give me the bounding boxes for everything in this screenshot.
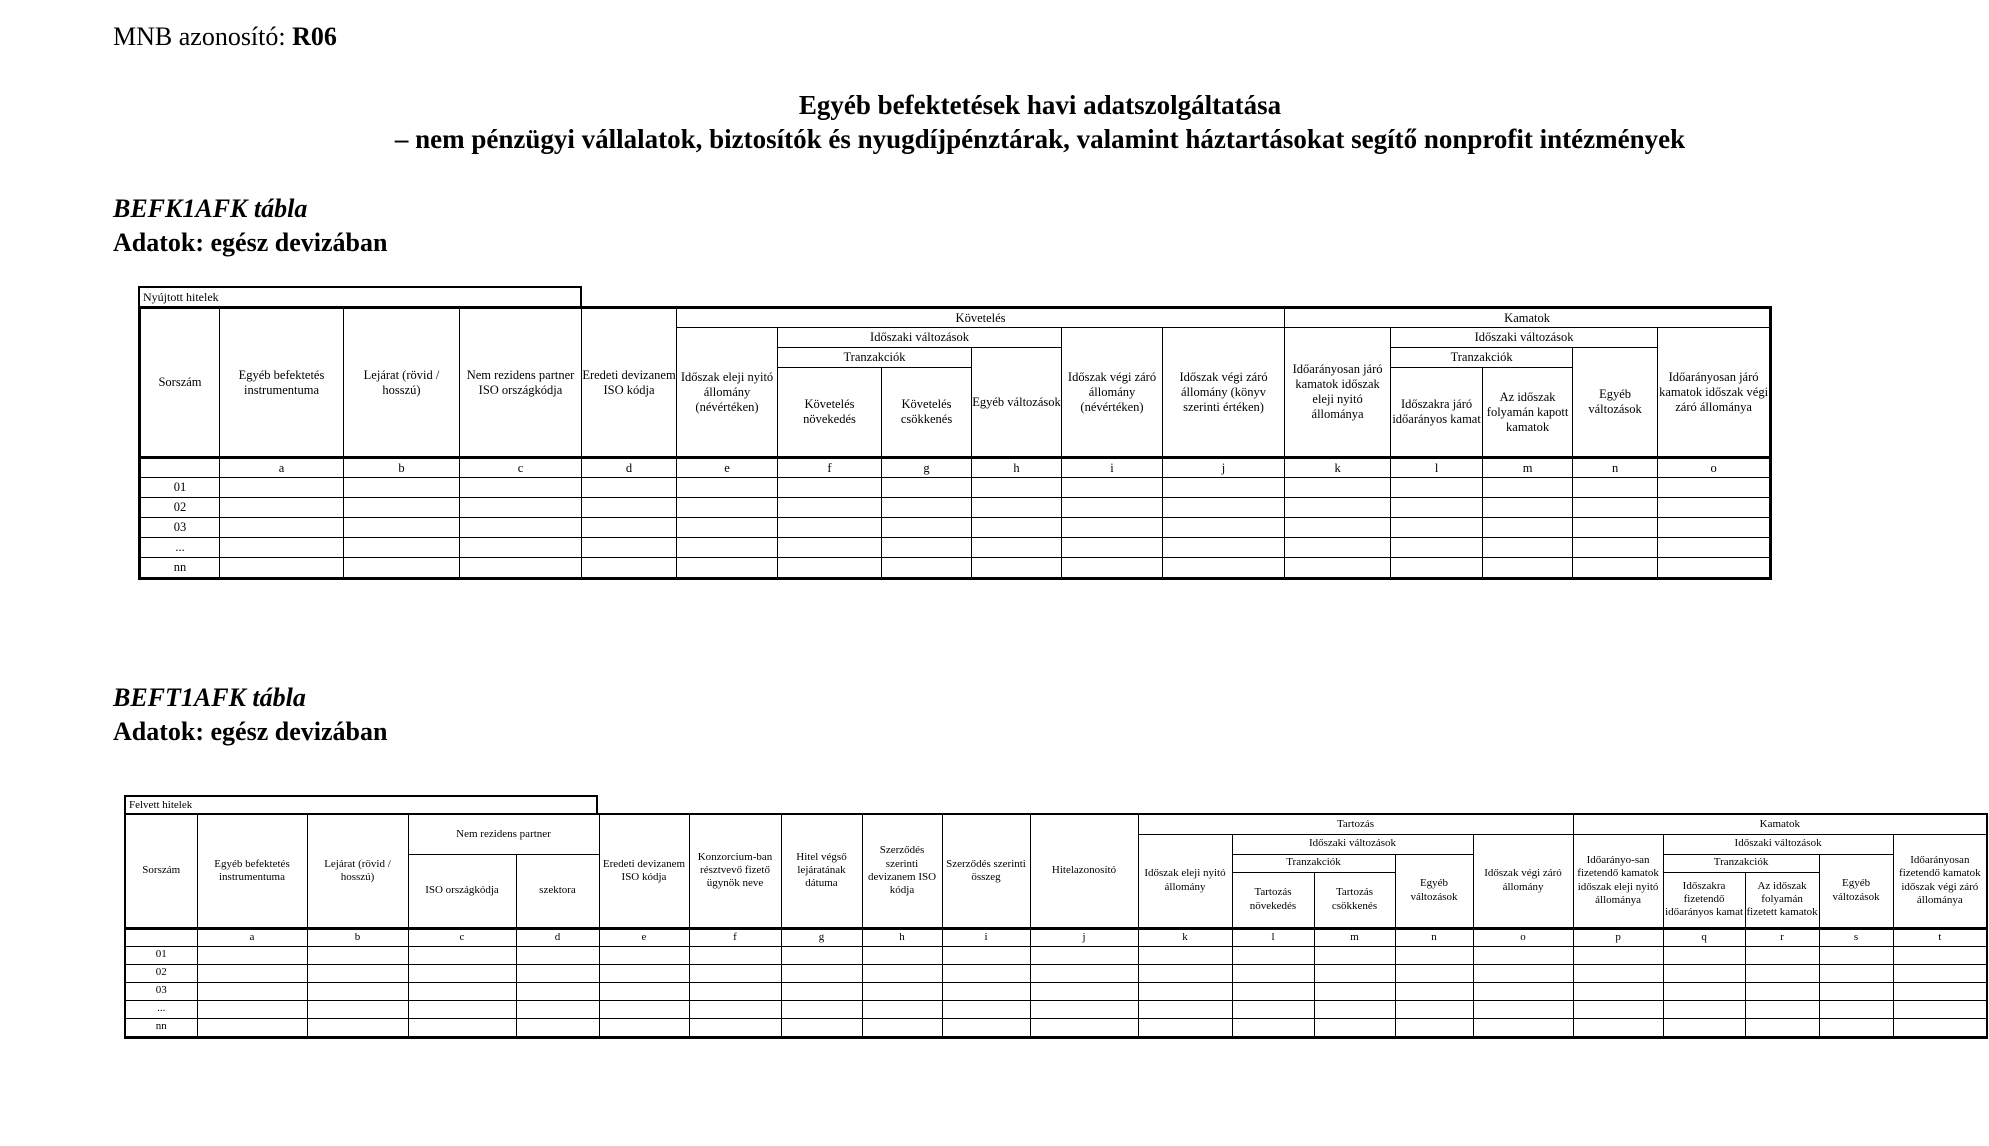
column-letter: d	[582, 458, 677, 478]
table-row	[125, 964, 1987, 982]
data-cell[interactable]	[1062, 558, 1163, 579]
t2-header-instrument: Egyéb befektetés instrumentuma	[197, 814, 307, 928]
data-cell[interactable]	[882, 558, 972, 579]
t1-header-kovetele: Követelés	[677, 308, 1285, 328]
data-cell[interactable]	[1473, 946, 1573, 964]
data-cell[interactable]	[1232, 946, 1314, 964]
data-cell[interactable]	[1163, 478, 1285, 498]
data-cell[interactable]	[1314, 1000, 1395, 1018]
column-letter: a	[197, 928, 307, 946]
data-cell[interactable]	[1391, 518, 1483, 538]
data-cell[interactable]	[1285, 478, 1391, 498]
document-title: Egyéb befektetések havi adatszolgáltatása	[798, 90, 1282, 120]
table-row	[140, 478, 1771, 498]
column-letter: m	[1314, 928, 1395, 946]
data-cell[interactable]	[781, 964, 862, 982]
column-letter: n	[1573, 458, 1658, 478]
table-row	[125, 982, 1987, 1000]
data-cell[interactable]	[582, 538, 677, 558]
data-cell[interactable]	[1232, 1000, 1314, 1018]
data-cell[interactable]	[1893, 1000, 1987, 1018]
t2-header-currency: Eredeti devizanem ISO kódja	[599, 814, 689, 928]
data-cell[interactable]	[1893, 946, 1987, 964]
data-cell[interactable]	[307, 964, 408, 982]
data-cell[interactable]	[1473, 964, 1573, 982]
data-cell[interactable]	[220, 518, 344, 538]
data-cell[interactable]	[972, 518, 1062, 538]
data-cell[interactable]	[1483, 558, 1573, 579]
data-cell[interactable]	[516, 982, 599, 1000]
t1-header-kov-open: Időszak eleji nyitó állomány (névértéken)	[677, 328, 778, 458]
t2-header-tar-dec: Tartozás csökkenés	[1314, 872, 1395, 928]
table-row	[140, 558, 1771, 579]
data-cell[interactable]	[1314, 982, 1395, 1000]
data-cell[interactable]	[1573, 538, 1658, 558]
data-cell[interactable]	[677, 558, 778, 579]
column-letter: j	[1163, 458, 1285, 478]
data-cell[interactable]	[942, 982, 1030, 1000]
data-cell[interactable]	[862, 964, 942, 982]
data-cell[interactable]	[1663, 1018, 1745, 1037]
data-cell[interactable]	[942, 964, 1030, 982]
column-letter-blank	[140, 458, 220, 478]
table-row	[140, 538, 1771, 558]
column-letter: b	[307, 928, 408, 946]
t1-header-kov-close-book: Időszak végi záró állomány (könyv szerinti értéken)	[1163, 328, 1285, 458]
data-cell[interactable]	[1232, 964, 1314, 982]
data-cell[interactable]	[1473, 1018, 1573, 1037]
t1-header-kam-tranz: Tranzakciók	[1391, 348, 1573, 368]
t1-header-kov-inc: Követelés növekedés	[778, 368, 882, 458]
data-cell[interactable]	[1030, 1000, 1138, 1018]
mnb-identifier	[113, 22, 337, 52]
data-cell[interactable]	[1663, 1000, 1745, 1018]
column-letter: f	[689, 928, 781, 946]
t1-header-kov-other: Egyéb változások	[972, 348, 1062, 458]
data-cell[interactable]	[677, 478, 778, 498]
row-number: 02	[125, 964, 197, 982]
row-number: 03	[125, 982, 197, 1000]
data-cell[interactable]	[344, 518, 460, 538]
column-letter: n	[1395, 928, 1473, 946]
row-number: nn	[140, 558, 220, 579]
data-cell[interactable]	[1138, 964, 1232, 982]
data-cell[interactable]	[1573, 1000, 1663, 1018]
column-letter: l	[1391, 458, 1483, 478]
data-cell[interactable]	[1138, 1018, 1232, 1037]
data-cell[interactable]	[942, 1018, 1030, 1037]
data-cell[interactable]	[1395, 964, 1473, 982]
column-letter: h	[862, 928, 942, 946]
t2-header-partner-sector: szektora	[516, 854, 599, 928]
data-cell[interactable]	[408, 946, 516, 964]
data-cell[interactable]	[307, 1000, 408, 1018]
column-letter: o	[1658, 458, 1771, 478]
t1-header-partner: Nem rezidens partner ISO országkódja	[460, 308, 582, 458]
row-number: ...	[125, 1000, 197, 1018]
data-cell[interactable]	[972, 538, 1062, 558]
data-cell[interactable]	[862, 1000, 942, 1018]
data-cell[interactable]	[516, 964, 599, 982]
data-cell[interactable]	[778, 538, 882, 558]
data-cell[interactable]	[1473, 1000, 1573, 1018]
data-cell[interactable]	[1030, 1018, 1138, 1037]
document-subtitle: – nem pénzügyi vállalatok, biztosítók és nyugdíjpénztárak, valamint háztartásokat segítő nonprofit intézmények	[394, 124, 1686, 154]
t2-header-tar-other: Egyéb változások	[1395, 854, 1473, 928]
data-cell[interactable]	[1745, 1018, 1819, 1037]
data-cell[interactable]	[408, 982, 516, 1000]
row-number: 03	[140, 518, 220, 538]
data-cell[interactable]	[677, 498, 778, 518]
t2-header-contract-currency: Szerződés szerinti devizanem ISO kódja	[862, 814, 942, 928]
data-cell[interactable]	[460, 498, 582, 518]
data-cell[interactable]	[1062, 498, 1163, 518]
t1-header-kam-close: Időarányosan járó kamatok időszak végi záró állománya	[1658, 328, 1771, 458]
t2-header-kamatok: Kamatok	[1573, 814, 1987, 834]
data-cell[interactable]	[408, 1000, 516, 1018]
table-row	[125, 1000, 1987, 1018]
data-cell[interactable]	[972, 558, 1062, 579]
data-cell[interactable]	[942, 1000, 1030, 1018]
row-number: nn	[125, 1018, 197, 1037]
table2-unit: Adatok: egész devizában	[113, 717, 388, 746]
data-cell[interactable]	[197, 982, 307, 1000]
column-letter: k	[1285, 458, 1391, 478]
data-cell[interactable]	[781, 1018, 862, 1037]
data-cell[interactable]	[599, 946, 689, 964]
t2-header-partner: Nem rezidens partner	[408, 814, 599, 854]
data-cell[interactable]	[1232, 1018, 1314, 1037]
data-cell[interactable]	[582, 518, 677, 538]
data-cell[interactable]	[220, 478, 344, 498]
column-letter: s	[1819, 928, 1893, 946]
table2-name: BEFT1AFK tábla	[113, 683, 306, 712]
data-cell[interactable]	[516, 1000, 599, 1018]
mnb-label: MNB azonosító:	[113, 22, 286, 51]
data-cell[interactable]	[1819, 946, 1893, 964]
data-cell[interactable]	[1285, 498, 1391, 518]
table1-grid	[138, 306, 1772, 580]
data-cell[interactable]	[599, 964, 689, 982]
t1-header-kov-close: Időszak végi záró állomány (névértéken)	[1062, 328, 1163, 458]
data-cell[interactable]	[1232, 982, 1314, 1000]
data-cell[interactable]	[1473, 982, 1573, 1000]
data-cell[interactable]	[689, 1018, 781, 1037]
t2-header-maturity: Hitel végső lejáratának dátuma	[781, 814, 862, 928]
data-cell[interactable]	[882, 518, 972, 538]
data-cell[interactable]	[582, 558, 677, 579]
data-cell[interactable]	[1573, 964, 1663, 982]
data-cell[interactable]	[781, 1000, 862, 1018]
data-cell[interactable]	[599, 1000, 689, 1018]
data-cell[interactable]	[1573, 1018, 1663, 1037]
data-cell[interactable]	[689, 964, 781, 982]
data-cell[interactable]	[460, 478, 582, 498]
t2-header-loan-id: Hitelazonosító	[1030, 814, 1138, 928]
t2-header-tar-open: Időszak eleji nyitó állomány	[1138, 834, 1232, 928]
data-cell[interactable]	[220, 538, 344, 558]
data-cell[interactable]	[1163, 538, 1285, 558]
data-cell[interactable]	[1062, 478, 1163, 498]
row-number: 01	[125, 946, 197, 964]
t2-header-kam-changes: Időszaki változások	[1663, 834, 1893, 854]
data-cell[interactable]	[460, 518, 582, 538]
data-cell[interactable]	[1395, 946, 1473, 964]
column-letter: c	[408, 928, 516, 946]
data-cell[interactable]	[689, 1000, 781, 1018]
data-cell[interactable]	[778, 478, 882, 498]
t2-header-kam-close: Időarányosan fizetendő kamatok időszak végi záró állománya	[1893, 834, 1987, 928]
data-cell[interactable]	[1573, 518, 1658, 538]
data-cell[interactable]	[942, 946, 1030, 964]
data-cell[interactable]	[677, 538, 778, 558]
t2-header-tar-changes: Időszaki változások	[1232, 834, 1473, 854]
data-cell[interactable]	[1030, 982, 1138, 1000]
t1-header-kov-changes: Időszaki változások	[778, 328, 1062, 348]
table1-name: BEFK1AFK tábla	[113, 194, 308, 223]
t1-header-kam-accrued: Időszakra járó időarányos kamat	[1391, 368, 1483, 458]
column-letter: g	[781, 928, 862, 946]
data-cell[interactable]	[778, 498, 882, 518]
t2-header-contract-amount: Szerződés szerinti összeg	[942, 814, 1030, 928]
t2-header-sorszam: Sorszám	[125, 814, 197, 928]
data-cell[interactable]	[197, 1000, 307, 1018]
data-cell[interactable]	[862, 1018, 942, 1037]
data-cell[interactable]	[1819, 1000, 1893, 1018]
table2-caption: Felvett hitelek	[124, 795, 598, 815]
table2-grid	[124, 813, 1988, 1039]
data-cell[interactable]	[1395, 982, 1473, 1000]
data-cell[interactable]	[1663, 982, 1745, 1000]
data-cell[interactable]	[677, 518, 778, 538]
data-cell[interactable]	[689, 982, 781, 1000]
t1-header-kam-other: Egyéb változások	[1573, 348, 1658, 458]
row-number: 01	[140, 478, 220, 498]
column-letter: b	[344, 458, 460, 478]
data-cell[interactable]	[689, 946, 781, 964]
data-cell[interactable]	[1138, 982, 1232, 1000]
data-cell[interactable]	[1819, 1018, 1893, 1037]
data-cell[interactable]	[862, 982, 942, 1000]
data-cell[interactable]	[1658, 498, 1771, 518]
data-cell[interactable]	[1893, 1018, 1987, 1037]
data-cell[interactable]	[197, 964, 307, 982]
data-cell[interactable]	[1062, 538, 1163, 558]
data-cell[interactable]	[1163, 558, 1285, 579]
data-cell[interactable]	[882, 498, 972, 518]
t1-header-kamatok: Kamatok	[1285, 308, 1771, 328]
data-cell[interactable]	[1658, 558, 1771, 579]
data-cell[interactable]	[516, 1018, 599, 1037]
data-cell[interactable]	[1663, 946, 1745, 964]
data-cell[interactable]	[1391, 538, 1483, 558]
column-letter: m	[1483, 458, 1573, 478]
t1-header-kam-changes: Időszaki változások	[1391, 328, 1658, 348]
column-letter: a	[220, 458, 344, 478]
column-letter: i	[1062, 458, 1163, 478]
column-letter: r	[1745, 928, 1819, 946]
table-row	[140, 518, 1771, 538]
column-letter: j	[1030, 928, 1138, 946]
data-cell[interactable]	[344, 558, 460, 579]
data-cell[interactable]	[1745, 1000, 1819, 1018]
t2-header-kam-other: Egyéb változások	[1819, 854, 1893, 928]
column-letter: t	[1893, 928, 1987, 946]
table-row	[125, 1018, 1987, 1037]
data-cell[interactable]	[460, 538, 582, 558]
data-cell[interactable]	[408, 1018, 516, 1037]
data-cell[interactable]	[1314, 964, 1395, 982]
data-cell[interactable]	[599, 982, 689, 1000]
data-cell[interactable]	[307, 1018, 408, 1037]
data-cell[interactable]	[460, 558, 582, 579]
t2-header-kam-open: Időarányo-san fizetendő kamatok időszak eleji nyitó állománya	[1573, 834, 1663, 928]
data-cell[interactable]	[1893, 964, 1987, 982]
t2-header-tartozas: Tartozás	[1138, 814, 1573, 834]
data-cell[interactable]	[1391, 498, 1483, 518]
data-cell[interactable]	[1573, 946, 1663, 964]
data-cell[interactable]	[220, 558, 344, 579]
data-cell[interactable]	[1663, 964, 1745, 982]
data-cell[interactable]	[882, 538, 972, 558]
t2-header-kam-accrued: Időszakra fizetendő időarányos kamat	[1663, 872, 1745, 928]
column-letter-blank	[125, 928, 197, 946]
t2-header-lejarat: Lejárat (rövid / hosszú)	[307, 814, 408, 928]
column-letter: f	[778, 458, 882, 478]
data-cell[interactable]	[1395, 1018, 1473, 1037]
data-cell[interactable]	[582, 478, 677, 498]
data-cell[interactable]	[1163, 518, 1285, 538]
table1-caption: Nyújtott hitelek	[138, 286, 582, 308]
t1-header-instrument: Egyéb befektetés instrumentuma	[220, 308, 344, 458]
table1-unit: Adatok: egész devizában	[113, 228, 388, 257]
row-number: 02	[140, 498, 220, 518]
column-letter: c	[460, 458, 582, 478]
data-cell[interactable]	[1163, 498, 1285, 518]
data-cell[interactable]	[1483, 518, 1573, 538]
data-cell[interactable]	[1745, 964, 1819, 982]
data-cell[interactable]	[1391, 558, 1483, 579]
data-cell[interactable]	[1062, 518, 1163, 538]
column-letter: p	[1573, 928, 1663, 946]
column-letter: d	[516, 928, 599, 946]
data-cell[interactable]	[1483, 478, 1573, 498]
data-cell[interactable]	[1483, 498, 1573, 518]
data-cell[interactable]	[1573, 498, 1658, 518]
data-cell[interactable]	[516, 946, 599, 964]
data-cell[interactable]	[1314, 1018, 1395, 1037]
column-letter: o	[1473, 928, 1573, 946]
t2-header-tar-close: Időszak végi záró állomány	[1473, 834, 1573, 928]
data-cell[interactable]	[1819, 964, 1893, 982]
data-cell[interactable]	[344, 538, 460, 558]
data-cell[interactable]	[1285, 538, 1391, 558]
data-cell[interactable]	[1483, 538, 1573, 558]
data-cell[interactable]	[1573, 982, 1663, 1000]
data-cell[interactable]	[1285, 518, 1391, 538]
t2-header-partner-iso: ISO országkódja	[408, 854, 516, 928]
column-letter: i	[942, 928, 1030, 946]
data-cell[interactable]	[1395, 1000, 1473, 1018]
data-cell[interactable]	[408, 964, 516, 982]
data-cell[interactable]	[778, 518, 882, 538]
data-cell[interactable]	[1658, 518, 1771, 538]
data-cell[interactable]	[1391, 478, 1483, 498]
column-letter: q	[1663, 928, 1745, 946]
data-cell[interactable]	[1573, 558, 1658, 579]
data-cell[interactable]	[972, 498, 1062, 518]
t1-header-kam-open: Időarányosan járó kamatok időszak eleji nyitó állománya	[1285, 328, 1391, 458]
data-cell[interactable]	[197, 946, 307, 964]
t1-header-currency: Eredeti devizanem ISO kódja	[582, 308, 677, 458]
column-letter: e	[599, 928, 689, 946]
data-cell[interactable]	[1745, 946, 1819, 964]
data-cell[interactable]	[778, 558, 882, 579]
data-cell[interactable]	[972, 478, 1062, 498]
t1-header-lejarat: Lejárat (rövid / hosszú)	[344, 308, 460, 458]
data-cell[interactable]	[781, 982, 862, 1000]
t1-header-kam-received: Az időszak folyamán kapott kamatok	[1483, 368, 1573, 458]
t1-header-kov-tranz: Tranzakciók	[778, 348, 972, 368]
t2-header-kam-tranz: Tranzakciók	[1663, 854, 1819, 872]
data-cell[interactable]	[1030, 946, 1138, 964]
data-cell[interactable]	[307, 982, 408, 1000]
column-letter: l	[1232, 928, 1314, 946]
data-cell[interactable]	[344, 478, 460, 498]
data-cell[interactable]	[781, 946, 862, 964]
data-cell[interactable]	[882, 478, 972, 498]
data-cell[interactable]	[1138, 1000, 1232, 1018]
t2-header-konzorcium: Konzorcium-ban résztvevő fizető ügynök neve	[689, 814, 781, 928]
data-cell[interactable]	[1138, 946, 1232, 964]
data-cell[interactable]	[1030, 964, 1138, 982]
data-cell[interactable]	[307, 946, 408, 964]
data-cell[interactable]	[344, 498, 460, 518]
data-cell[interactable]	[220, 498, 344, 518]
mnb-code: R06	[292, 22, 337, 51]
data-cell[interactable]	[862, 946, 942, 964]
t2-header-tar-inc: Tartozás növekedés	[1232, 872, 1314, 928]
data-cell[interactable]	[1658, 538, 1771, 558]
column-letter: h	[972, 458, 1062, 478]
column-letter: e	[677, 458, 778, 478]
data-cell[interactable]	[1285, 558, 1391, 579]
data-cell[interactable]	[1819, 982, 1893, 1000]
table-row	[140, 498, 1771, 518]
t1-header-sorszam: Sorszám	[140, 308, 220, 458]
data-cell[interactable]	[1658, 478, 1771, 498]
data-cell[interactable]	[1893, 982, 1987, 1000]
row-number: ...	[140, 538, 220, 558]
t2-header-tar-tranz: Tranzakciók	[1232, 854, 1395, 872]
column-letter: g	[882, 458, 972, 478]
t2-header-kam-paid: Az időszak folyamán fizetett kamatok	[1745, 872, 1819, 928]
data-cell[interactable]	[197, 1018, 307, 1037]
data-cell[interactable]	[1314, 946, 1395, 964]
t1-header-kov-dec: Követelés csökkenés	[882, 368, 972, 458]
table-row	[125, 946, 1987, 964]
data-cell[interactable]	[1573, 478, 1658, 498]
data-cell[interactable]	[582, 498, 677, 518]
data-cell[interactable]	[599, 1018, 689, 1037]
column-letter: k	[1138, 928, 1232, 946]
data-cell[interactable]	[1745, 982, 1819, 1000]
